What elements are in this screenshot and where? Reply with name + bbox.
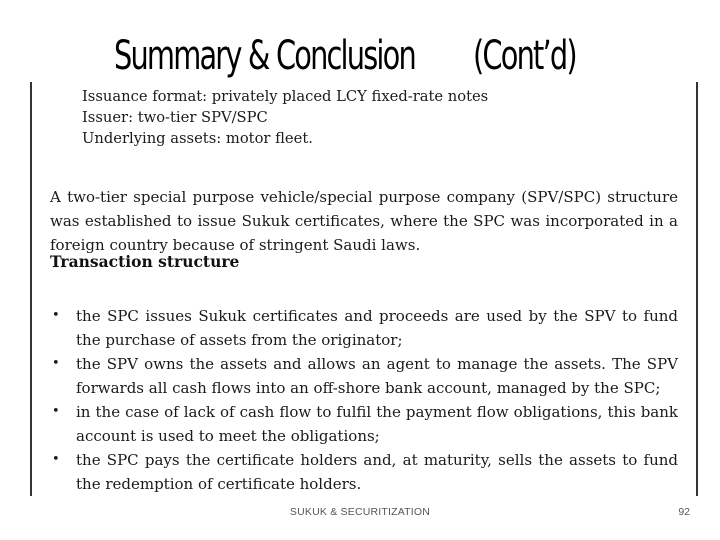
slide-footer: SUKUK & SECURITIZATION — [289, 506, 431, 518]
scanned-excerpt — [30, 82, 698, 496]
bullet-text: the SPC issues Sukuk certificates and proceeds are used by the SPV to fund the purchase of assets from the originator; — [76, 307, 678, 349]
excerpt-right-border — [696, 82, 698, 496]
list-item — [50, 400, 678, 448]
bullet-icon: • — [52, 404, 60, 419]
title-text: Summary & Conclusion — [114, 33, 415, 79]
bullet-text: the SPV owns the assets and allows an agent to manage the assets. The SPV forwards all cash flows into an off-shore bank account, managed by the SPC; — [76, 355, 678, 397]
section-heading: Transaction structure — [50, 252, 240, 271]
excerpt-left-border — [30, 82, 32, 496]
deal-info — [82, 86, 497, 149]
slide-title — [0, 28, 720, 84]
page-number: 92 — [678, 506, 690, 518]
deal-info-underlying-assets: Underlying assets: motor fleet. — [82, 129, 313, 147]
bullet-text: the SPC pays the certificate holders and, at maturity, sells the assets to fund the redemption of certificate holders. — [76, 451, 678, 493]
bullet-icon: • — [52, 308, 60, 323]
deal-info-issuance-format: Issuance format: privately placed LCY fixed-rate notes — [82, 87, 489, 105]
bullet-icon: • — [52, 452, 60, 467]
title-continued: (Cont’d) — [473, 33, 576, 79]
transaction-bullets — [50, 304, 678, 496]
bullet-text: in the case of lack of cash flow to fulfil the payment flow obligations, this bank account is used to meet the obligations; — [76, 403, 678, 445]
list-item — [50, 448, 678, 496]
list-item — [50, 304, 678, 352]
list-item — [50, 352, 678, 400]
deal-info-issuer: Issuer: two-tier SPV/SPC — [82, 108, 268, 126]
structure-paragraph: A two-tier special purpose vehicle/special purpose company (SPV/SPC) structure was established to issue Sukuk certificates, where the SPC was incorporated in a foreign country because of stringent Saudi laws. — [50, 188, 678, 254]
bullet-icon: • — [52, 356, 60, 371]
